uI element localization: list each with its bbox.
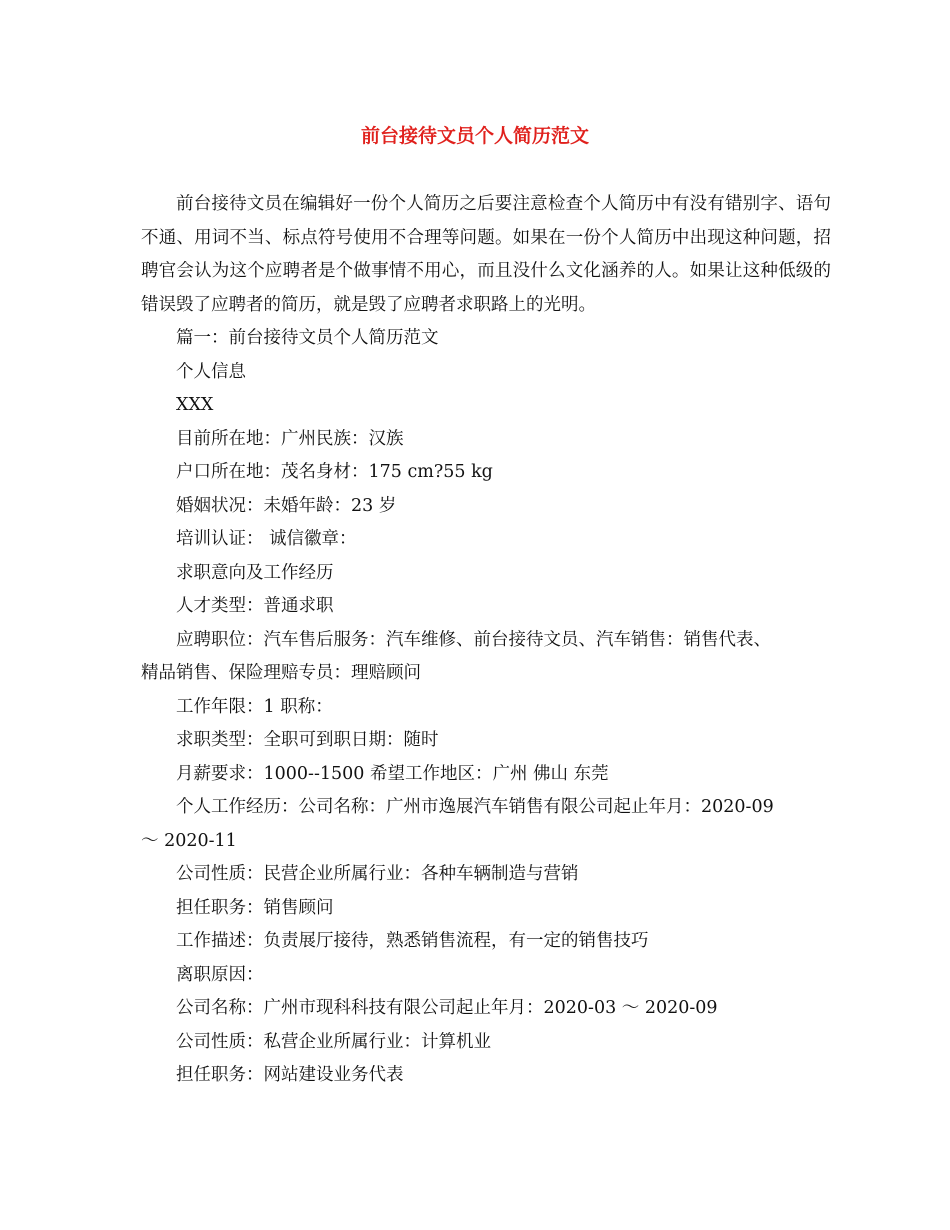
applicant-name: XXX — [176, 395, 214, 415]
intro-paragraph: 前台接待文员在编辑好一份个人简历之后要注意检查个人简历中有没有错别字、语句不通、用词不当、标点符号使用不合理等问题。如果在一份个人简历中出现这种问题，招聘官会认为这个应聘者是个做事情不用心，而且没什么文化涵养的人。如果让这种低级的错误毁了应聘者的简历，就是毁了应聘者求职路上的光明。 — [141, 194, 831, 315]
work-experience-continuation: ～ 2020-11 — [141, 830, 237, 851]
applied-position-continuation: 精品销售、保险理赔专员：理赔顾问 — [141, 663, 421, 683]
company-nature-line: 公司性质：民营企业所属行业：各种车辆制造与营销 — [176, 864, 579, 884]
section-heading-job-intent: 求职意向及工作经历 — [176, 562, 334, 583]
second-company-nature-line: 公司性质：私营企业所属行业：计算机业 — [176, 1031, 491, 1052]
second-company-line: 公司名称：广州市现科科技有限公司起止年月：2020-03 ～ 2020-09 — [176, 998, 718, 1018]
job-description-line: 工作描述：负责展厅接待，熟悉销售流程，有一定的销售技巧 — [176, 931, 649, 951]
certification-line: 培训认证： 诚信徽章： — [176, 529, 357, 549]
second-job-title-line: 担任职务：网站建设业务代表 — [176, 1065, 404, 1085]
marital-status-line: 婚姻状况：未婚年龄：23 岁 — [176, 495, 397, 516]
salary-line: 月薪要求：1000--1500 希望工作地区：广州 佛山 东莞 — [176, 763, 609, 784]
household-registration-line: 户口所在地：茂名身材：175 cm?55 kg — [176, 462, 493, 482]
job-title-line: 担任职务：销售顾问 — [176, 897, 334, 918]
talent-type-line: 人才类型：普通求职 — [176, 596, 334, 616]
work-years-line: 工作年限：1 职称： — [176, 696, 333, 717]
document-body — [141, 188, 831, 1093]
leaving-reason-line: 离职原因： — [176, 964, 264, 985]
work-experience-line: 个人工作经历：公司名称：广州市逸展汽车销售有限公司起止年月：2020-09 — [176, 797, 774, 817]
current-location-line: 目前所在地：广州民族：汉族 — [176, 428, 404, 449]
section-heading-article-one: 篇一：前台接待文员个人简历范文 — [176, 328, 439, 348]
section-heading-personal-info: 个人信息 — [176, 361, 246, 382]
applied-position-line: 应聘职位：汽车售后服务：汽车维修、前台接待文员、汽车销售：销售代表、 — [176, 629, 771, 650]
document-title: 前台接待文员个人简历范文 — [360, 125, 589, 147]
job-type-line: 求职类型：全职可到职日期：随时 — [176, 730, 439, 750]
